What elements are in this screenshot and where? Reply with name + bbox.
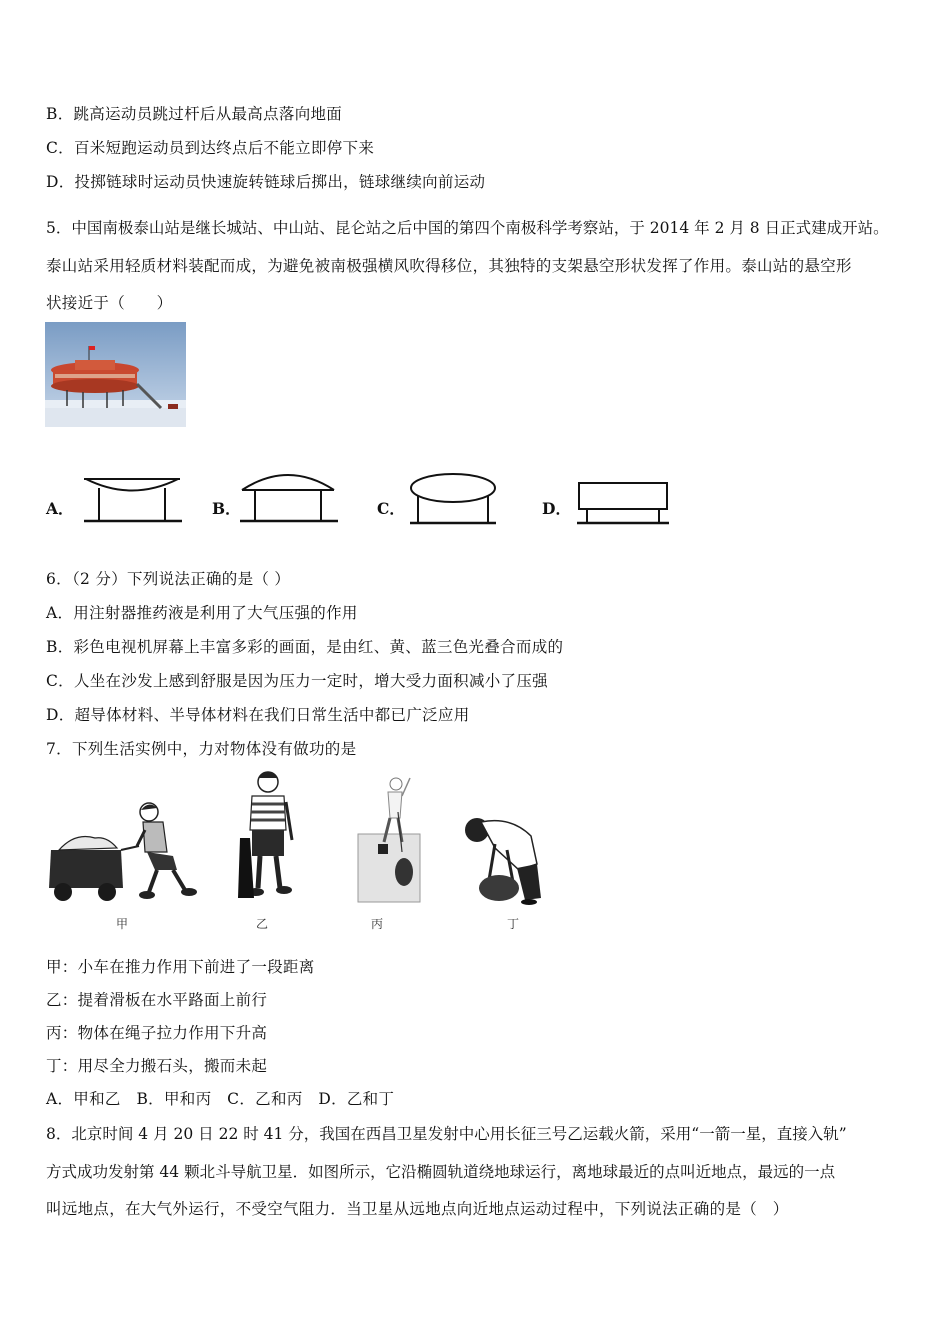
q5-option-d-label: D．: [542, 499, 571, 518]
q6-stem: 6．（2 分）下列说法正确的是（ ）: [46, 570, 291, 588]
q7-desc-ding: 丁：用尽全力搬石头，搬而未起: [46, 1057, 268, 1075]
q8-stem-line1: 8．北京时间 4 月 20 日 22 时 41 分，我国在西昌卫星发射中心用长征三号乙运载火箭，采用“一箭一星，直接入轨”: [46, 1125, 847, 1143]
q7-options: A．甲和乙 B．甲和丙 C．乙和丙 D．乙和丁: [46, 1090, 395, 1108]
q7-figure-yi-carrying-board: [234, 768, 300, 906]
q7-caption-ding: 丁: [507, 917, 520, 931]
q5-option-d-shape: [575, 480, 671, 526]
q5-option-a-label: A．: [46, 499, 74, 518]
q5-option-c-label: C．: [377, 499, 405, 518]
q7-desc-bing: 丙：物体在绳子拉力作用下升高: [46, 1024, 268, 1042]
q5-option-b-label: B．: [212, 499, 241, 518]
q7-figure-ding-lifting-stone: [455, 812, 547, 906]
q7-desc-jia: 甲：小车在推力作用下前进了一段距离: [46, 958, 315, 976]
q4-option-b: B．跳高运动员跳过杆后从最高点落向地面: [46, 105, 343, 123]
q8-stem-line2: 方式成功发射第 44 颗北斗导航卫星．如图所示，它沿椭圆轨道绕地球运行，离地球最近的点叫近地点，最远的一点: [46, 1163, 836, 1181]
q4-option-d: D．投掷链球时运动员快速旋转链球后掷出，链球继续向前运动: [46, 173, 486, 191]
q7-figure-jia-pushing-cart: [45, 800, 197, 905]
q7-desc-yi: 乙：提着滑板在水平路面上前行: [46, 991, 268, 1009]
q7-figure-bing-lifting: [352, 772, 432, 906]
q8-stem-line3: 叫远地点，在大气外运行，不受空气阻力．当卫星从远地点向近地点运动过程中，下列说法正确的是（ ）: [46, 1200, 789, 1218]
q5-stem-line3: 状接近于（ ）: [46, 294, 173, 312]
q6-option-b: B．彩色电视机屏幕上丰富多彩的画面，是由红、黄、蓝三色光叠合而成的: [46, 638, 564, 656]
q4-option-c: C．百米短跑运动员到达终点后不能立即停下来: [46, 139, 375, 157]
q7-caption-bing: 丙: [371, 917, 384, 931]
q6-option-c: C．人坐在沙发上感到舒服是因为压力一定时，增大受力面积减小了压强: [46, 672, 548, 690]
q7-caption-yi: 乙: [256, 917, 269, 931]
q5-option-c-shape: [408, 470, 498, 526]
q7-caption-jia: 甲: [116, 917, 129, 931]
q7-stem: 7．下列生活实例中，力对物体没有做功的是: [46, 740, 357, 758]
q5-option-b-shape: [238, 462, 340, 524]
q5-stem-line1: 5．中国南极泰山站是继长城站、中山站、昆仑站之后中国的第四个南极科学考察站，于 2014 年 2 月 8 日正式建成开站。: [46, 219, 889, 237]
q6-option-d: D．超导体材料、半导体材料在我们日常生活中都已广泛应用: [46, 706, 470, 724]
q5-stem-line2: 泰山站采用轻质材料装配而成，为避免被南极强横风吹得移位，其独特的支架悬空形状发挥了作用。泰山站的悬空形: [46, 257, 852, 275]
taishan-station-photo: [45, 322, 186, 427]
q6-option-a: A．用注射器推药液是利用了大气压强的作用: [46, 604, 358, 622]
q5-option-a-shape: [82, 474, 184, 524]
